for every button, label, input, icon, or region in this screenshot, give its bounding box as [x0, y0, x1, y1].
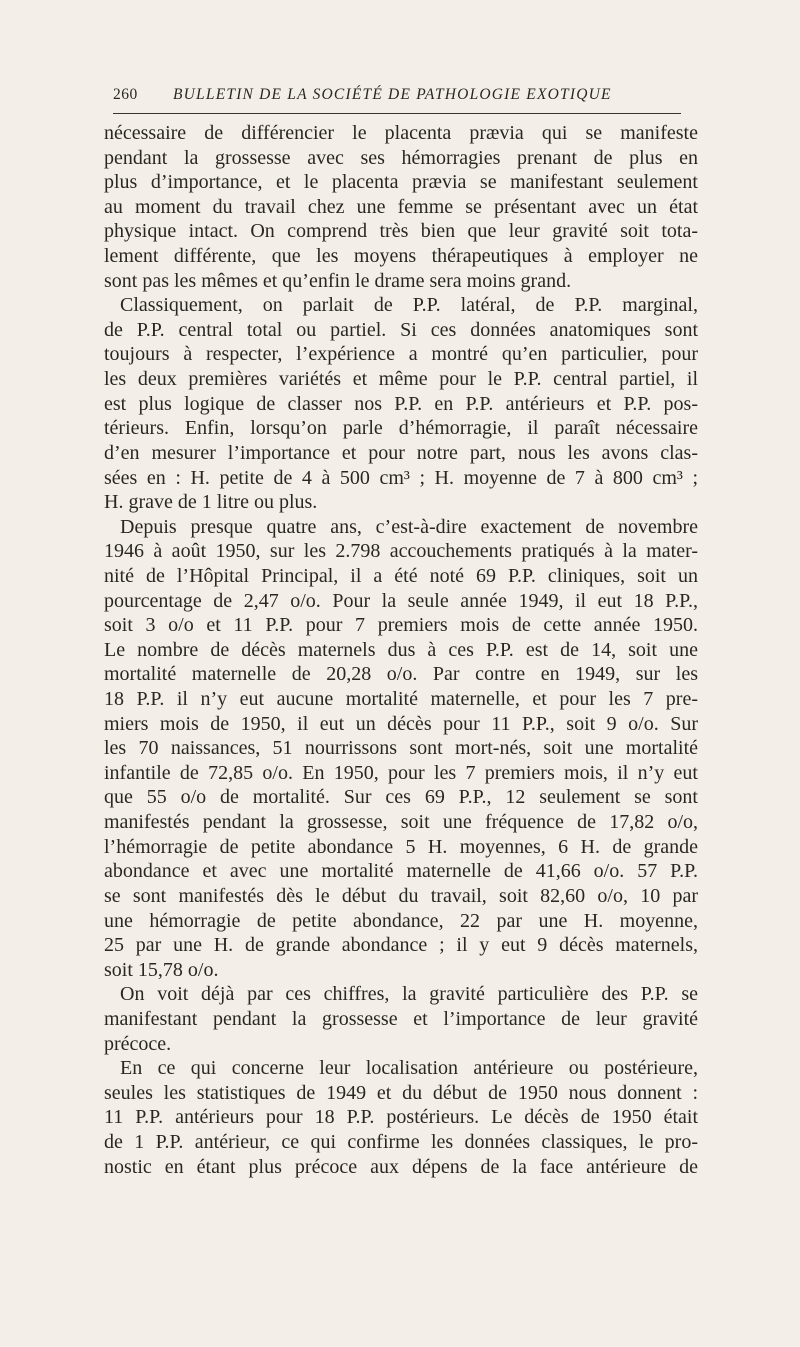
- text-line: soit 15,78 o/o.: [104, 958, 219, 981]
- text-line: Classiquement, on parlait de P.P. latéral, de P.P. marginal,: [120, 294, 698, 317]
- text-line: nostic en étant plus précoce aux dépens de la face antérieure de: [104, 1155, 698, 1178]
- text-line: une hémorragie de petite abondance, 22 par une H. moyenne,: [104, 909, 698, 932]
- text-line: miers mois de 1950, il eut un décès pour 11 P.P., soit 9 o/o. Sur: [104, 712, 698, 735]
- text-line: sées en : H. petite de 4 à 500 cm³ ; H. moyenne de 7 à 800 cm³ ;: [104, 466, 698, 489]
- text-line: infantile de 72,85 o/o. En 1950, pour les 7 premiers mois, il n’y eut: [104, 761, 698, 784]
- text-line: sont pas les mêmes et qu’enfin le drame sera moins grand.: [104, 269, 572, 292]
- text-line: Le nombre de décès maternels dus à ces P.P. est de 14, soit une: [104, 638, 698, 661]
- text-line: 11 P.P. antérieurs pour 18 P.P. postérieurs. Le décès de 1950 était: [104, 1106, 698, 1129]
- text-line: de 1 P.P. antérieur, ce qui confirme les données classiques, le pro-: [104, 1130, 698, 1153]
- text-line: On voit déjà par ces chiffres, la gravité particulière des P.P. se: [120, 983, 698, 1006]
- text-line: pourcentage de 2,47 o/o. Pour la seule année 1949, il eut 18 P.P.,: [104, 589, 698, 612]
- text-line: manifestant pendant la grossesse et l’importance de leur gravité: [104, 1007, 698, 1030]
- text-line: mortalité maternelle de 20,28 o/o. Par contre en 1949, sur les: [104, 663, 698, 686]
- text-line: les 70 naissances, 51 nourrissons sont mort-nés, soit une mortalité: [104, 737, 698, 760]
- text-line: physique intact. On comprend très bien que leur gravité soit tota-: [104, 220, 698, 243]
- text-line: pendant la grossesse avec ses hémorragies prenant de plus en: [104, 146, 698, 169]
- page-number: 260: [113, 86, 138, 103]
- text-line: manifestés pendant la grossesse, soit une fréquence de 17,82 o/o,: [104, 811, 698, 834]
- header-rule: [113, 113, 681, 114]
- text-line: est plus logique de classer nos P.P. en P.P. antérieurs et P.P. pos-: [104, 392, 698, 415]
- text-line: soit 3 o/o et 11 P.P. pour 7 premiers mois de cette année 1950.: [104, 614, 698, 637]
- text-line: l’hémorragie de petite abondance 5 H. moyennes, 6 H. de grande: [104, 835, 698, 858]
- text-line: que 55 o/o de mortalité. Sur ces 69 P.P., 12 seulement se sont: [104, 786, 698, 809]
- text-line: de P.P. central total ou partiel. Si ces données anatomiques sont: [104, 318, 698, 341]
- text-line: d’en mesurer l’importance et pour notre part, nous les avons clas-: [104, 441, 698, 464]
- text-line: Depuis presque quatre ans, c’est-à-dire exactement de novembre: [120, 515, 698, 538]
- text-line: précoce.: [104, 1032, 172, 1055]
- text-line: plus d’importance, et le placenta prævia se manifestant seulement: [104, 171, 698, 194]
- text-line: térieurs. Enfin, lorsqu’on parle d’hémorragie, il paraît nécessaire: [104, 417, 698, 440]
- text-line: 1946 à août 1950, sur les 2.798 accouchements pratiqués à la mater-: [104, 540, 698, 563]
- journal-title: BULLETIN DE LA SOCIÉTÉ DE PATHOLOGIE EXOTIQUE: [173, 86, 612, 103]
- text-line: au moment du travail chez une femme se présentant avec un état: [104, 195, 698, 218]
- text-line: se sont manifestés dès le début du travail, soit 82,60 o/o, 10 par: [104, 884, 698, 907]
- running-head: [113, 86, 681, 108]
- text-line: H. grave de 1 litre ou plus.: [104, 491, 318, 514]
- text-line: nité de l’Hôpital Principal, il a été noté 69 P.P. cliniques, soit un: [104, 564, 698, 587]
- text-line: 18 P.P. il n’y eut aucune mortalité maternelle, et pour les 7 pre-: [104, 688, 698, 711]
- body-text: [104, 121, 698, 1179]
- text-line: En ce qui concerne leur localisation antérieure ou postérieure,: [120, 1057, 698, 1080]
- text-line: toujours à respecter, l’expérience a montré qu’en particulier, pour: [104, 343, 698, 366]
- text-line: lement différente, que les moyens thérapeutiques à employer ne: [104, 245, 698, 268]
- text-line: abondance et avec une mortalité maternelle de 41,66 o/o. 57 P.P.: [104, 860, 698, 883]
- text-line: nécessaire de différencier le placenta prævia qui se manifeste: [104, 122, 698, 144]
- text-line: 25 par une H. de grande abondance ; il y eut 9 décès maternels,: [104, 934, 698, 957]
- text-line: les deux premières variétés et même pour le P.P. central partiel, il: [104, 368, 698, 391]
- text-line: seules les statistiques de 1949 et du début de 1950 nous donnent :: [104, 1081, 698, 1104]
